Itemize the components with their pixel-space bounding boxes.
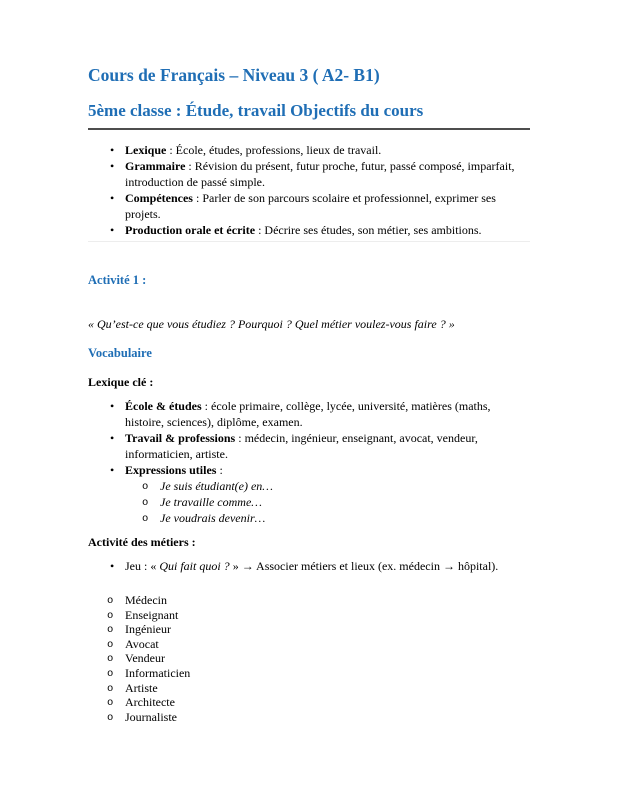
professions-list: [88, 593, 530, 724]
objective-label: Compétences: [125, 191, 193, 205]
objective-text: : Révision du présent, futur proche, futur, passé composé, imparfait, introduction de passé simple.: [125, 159, 515, 189]
vocab-item: [88, 462, 530, 478]
objective-item: [88, 158, 530, 190]
objective-text: : École, études, professions, lieux de travail.: [166, 143, 382, 157]
vocab-text: : école primaire, collège, lycée, université, matières (maths, histoire, sciences), diplôme, examen.: [125, 399, 491, 429]
profession-item: o Artiste: [88, 681, 530, 696]
objective-label: Grammaire: [125, 159, 186, 173]
objectives-list: [88, 142, 530, 238]
activity1-quote: « Qu’est-ce que vous étudiez ? Pourquoi ? Quel métier voulez-vous faire ? »: [88, 317, 455, 331]
activity1-heading: Activité 1 :: [88, 273, 147, 287]
objective-item: [88, 190, 530, 222]
objective-text: : Parler de son parcours scolaire et professionnel, exprimer ses projets.: [125, 191, 496, 221]
jeu-prefix: Jeu : «: [125, 559, 160, 573]
expressions-list: [88, 478, 530, 526]
jeu-suffix: » → Associer métiers et lieux (ex. médecin → hôpital).: [232, 559, 499, 573]
doc-subtitle: 5ème classe : Étude, travail Objectifs du cours: [88, 100, 530, 130]
profession-item: o Journaliste: [88, 710, 530, 725]
vocab-label: École & études: [125, 399, 202, 413]
doc-title: Cours de Français – Niveau 3 ( A2- B1): [88, 65, 380, 85]
section-divider: [88, 241, 530, 242]
expression-item: o Je suis étudiant(e) en…: [88, 478, 530, 494]
profession-item: o Médecin: [88, 593, 530, 608]
metiers-heading: Activité des métiers :: [88, 535, 196, 549]
profession-item: o Vendeur: [88, 651, 530, 666]
vocab-label: Expressions utiles: [125, 463, 217, 477]
objective-label: Lexique: [125, 143, 167, 157]
profession-item: o Ingénieur: [88, 622, 530, 637]
vocab-list: [88, 398, 530, 478]
expression-item: o Je voudrais devenir…: [88, 510, 530, 526]
expression-item: o Je travaille comme…: [88, 494, 530, 510]
vocabulaire-heading: Vocabulaire: [88, 346, 152, 360]
vocab-item: [88, 430, 530, 462]
vocab-text: : médecin, ingénieur, enseignant, avocat, vendeur, informaticien, artiste.: [125, 431, 478, 461]
profession-item: o Informaticien: [88, 666, 530, 681]
vocab-label: Travail & professions: [125, 431, 236, 445]
objective-item: [88, 222, 530, 238]
objective-text: : Décrire ses études, son métier, ses ambitions.: [255, 223, 482, 237]
profession-item: o Enseignant: [88, 608, 530, 623]
objective-label: Production orale et écrite: [125, 223, 256, 237]
lexique-cle-heading: Lexique clé :: [88, 375, 154, 389]
objective-item: [88, 142, 530, 158]
vocab-item: [88, 398, 530, 430]
profession-item: o Architecte: [88, 695, 530, 710]
profession-item: o Avocat: [88, 637, 530, 652]
jeu-item: [88, 558, 530, 574]
vocab-text: :: [216, 463, 223, 477]
jeu-italic: Qui fait quoi ?: [159, 559, 233, 573]
jeu-list: [88, 558, 530, 574]
